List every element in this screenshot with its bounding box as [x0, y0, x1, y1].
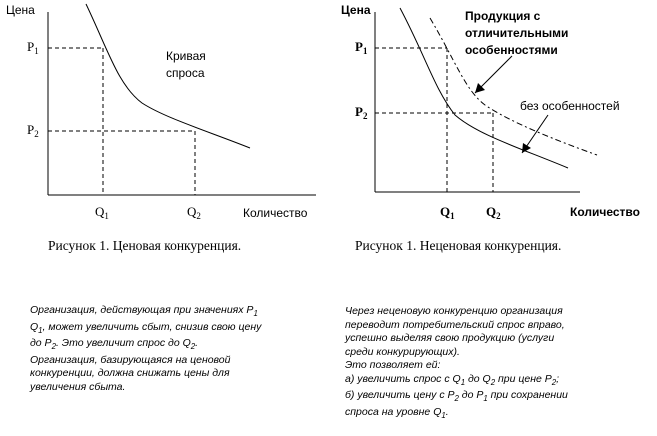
right-y-axis-label: Цена — [341, 3, 371, 17]
right-plain-label: без особенностей — [520, 99, 620, 113]
left-figure — [6, 3, 316, 221]
left-caption: Рисунок 1. Ценовая конкуренция. — [48, 238, 242, 253]
left-note-line5: конкуренции, должна снижать цены для — [30, 367, 230, 380]
right-diff-label-line3: особенностями — [465, 43, 558, 57]
right-note-line4: среди конкурирующих). — [345, 345, 460, 358]
right-note — [345, 305, 645, 422]
left-x-axis-label: Количество — [243, 206, 308, 220]
right-diff-label-line2: отличительными — [465, 26, 569, 40]
left-p2-label: $P_2$ — [27, 122, 39, 139]
right-q2-label: $Q_2$ — [486, 204, 501, 221]
left-note — [30, 304, 330, 394]
right-diff-label-line1: Продукция с — [465, 9, 541, 23]
right-note-line3: успешно выделяя свою продукцию (услуги — [345, 332, 555, 344]
left-note-line4: Организация, базирующаяся на ценовой — [30, 353, 231, 366]
right-note-line6: а) увеличить спрос с $Q_1$ до $Q_2$ при цене $P_2$; — [345, 372, 560, 387]
right-caption: Рисунок 1. Неценовая конкуренция. — [355, 238, 562, 253]
left-curve-label-line2: спроса — [166, 66, 205, 80]
right-p2-label: $P_2$ — [355, 104, 368, 121]
right-note-line2: переводит потребительский спрос вправо, — [345, 318, 565, 331]
left-note-line1: Организация, действующая при значениях $P_1$ — [30, 304, 258, 319]
right-p1-label: $P_1$ — [355, 39, 368, 56]
right-note-line5: Это позволяет ей: — [345, 359, 441, 371]
right-x-axis-label: Количество — [570, 205, 640, 219]
left-note-line6: увеличения сбыта. — [30, 380, 126, 393]
right-q1-label: $Q_1$ — [440, 204, 455, 221]
right-note-line7: б) увеличить цену с $P_2$ до $P_1$ при сохранении — [345, 389, 568, 404]
right-note-line1: Через неценовую конкуренцию организация — [345, 305, 563, 317]
left-q1-label: $Q_1$ — [95, 204, 109, 221]
right-figure — [341, 3, 640, 221]
left-note-line2: $Q_1$, может увеличить сбыт, снизив свою цену — [30, 320, 262, 335]
left-note-line3: до $P_2$. Это увеличит спрос до $Q_2$. — [30, 337, 199, 352]
right-note-line8: спроса на уровне $Q_1$. — [345, 405, 449, 420]
left-y-axis-label: Цена — [6, 3, 35, 17]
left-q2-label: $Q_2$ — [187, 204, 201, 221]
left-p1-label: $P_1$ — [27, 39, 39, 56]
left-curve-label-line1: Кривая — [166, 49, 206, 63]
